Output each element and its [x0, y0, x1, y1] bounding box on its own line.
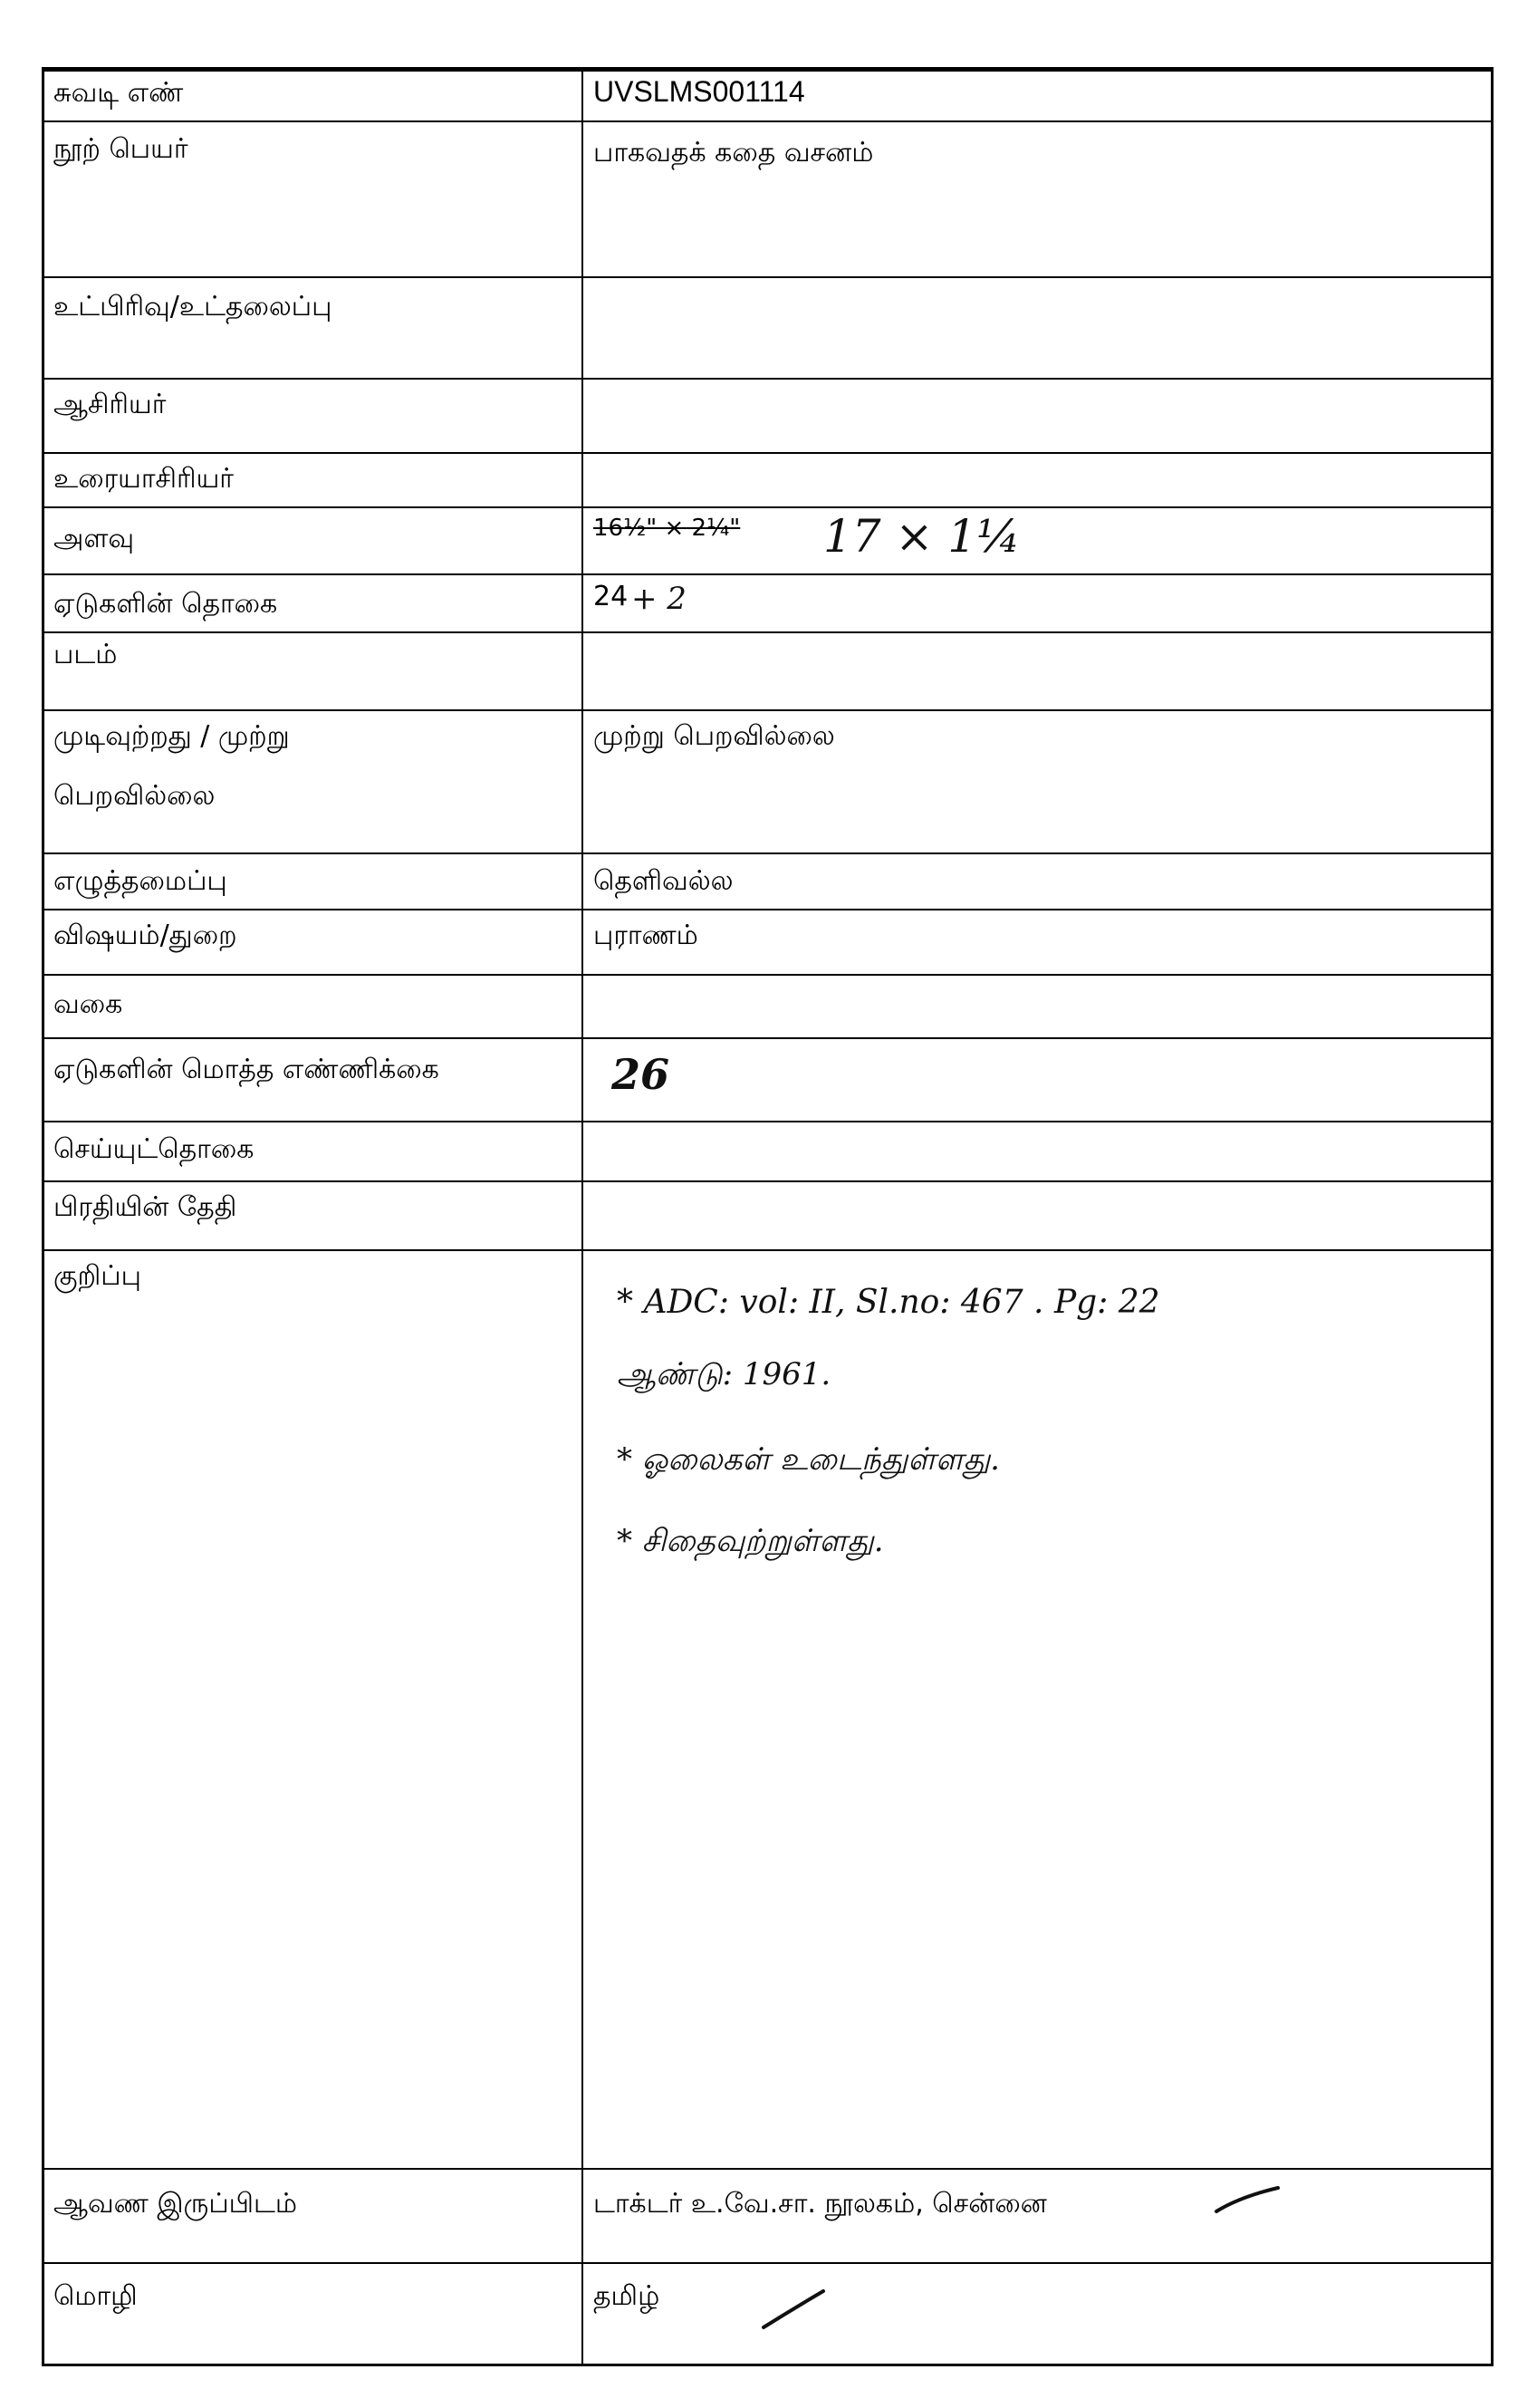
field-label: மொழி [53, 2280, 138, 2312]
archive-location-value: டாக்டர் உ.வே.சா. நூலகம், சென்னை [593, 2188, 1047, 2220]
row-completion [44, 709, 1491, 854]
field-label: சுவடி எண் [53, 77, 184, 109]
leaf-count-value: 24 [593, 581, 629, 612]
row-subdivision [44, 276, 1491, 380]
note-line-2: ஆண்டு: 1961. [617, 1356, 831, 1392]
field-label: விஷயம்/துறை [53, 920, 237, 951]
field-label: குறிப்பு [53, 1260, 141, 1292]
row-author [44, 378, 1491, 454]
row-notes [44, 1249, 1491, 2170]
row-illustration [44, 631, 1491, 711]
field-label: உட்பிரிவு/உட்தலைப்பு [53, 291, 332, 323]
manuscript-number: UVSLMS001114 [593, 75, 805, 108]
size-value-struck: 16½" × 2¼" [593, 515, 741, 542]
note-line-4: * சிதைவுற்றுள்ளது. [617, 1523, 884, 1559]
row-total-leaves [44, 1037, 1491, 1122]
field-label: எழுத்தமைப்பு [53, 865, 227, 897]
note-line-3: * ஓலைகள் உடைந்துள்ளது. [617, 1441, 1000, 1478]
field-label: ஏடுகளின் மொத்த எண்ணிக்கை [53, 1054, 439, 1085]
field-label-line2: பெறவில்லை [53, 780, 216, 812]
catalogue-form [42, 67, 1494, 2366]
note-line-1: * ADC: vol: II, Sl.no: 467 . Pg: 22 [617, 1284, 1160, 1321]
leaf-count-handwritten: + 2 [631, 581, 687, 617]
check-mark-icon [1213, 2184, 1285, 2220]
field-label: நூற் பெயர் [53, 133, 188, 165]
row-title [44, 120, 1491, 278]
row-type [44, 974, 1491, 1039]
row-leaf-count [44, 573, 1491, 633]
row-archive-location [44, 2168, 1491, 2264]
field-label: முடிவுற்றது / முற்று [53, 720, 290, 752]
row-size [44, 506, 1491, 575]
script-value: தெளிவல்ல [593, 865, 734, 897]
row-manuscript-number [44, 70, 1491, 122]
row-script [44, 852, 1491, 910]
total-leaves-handwritten: 26 [611, 1050, 670, 1099]
field-label: படம் [53, 639, 118, 670]
subject-value: புராணம் [593, 920, 698, 951]
row-subject [44, 909, 1491, 976]
field-label: ஆசிரியர் [53, 389, 167, 420]
row-verse-count [44, 1121, 1491, 1182]
check-mark-icon [760, 2288, 832, 2333]
row-copy-date [44, 1180, 1491, 1251]
field-label: வகை [53, 988, 123, 1020]
field-label: பிரதியின் தேதி [53, 1191, 237, 1223]
completion-value: முற்று பெறவில்லை [593, 720, 835, 752]
row-commentator [44, 452, 1491, 508]
field-label: அளவு [53, 523, 135, 554]
work-title: பாகவதக் கதை வசனம் [593, 137, 874, 169]
row-language [44, 2262, 1491, 2365]
field-label: உரையாசிரியர் [53, 463, 234, 495]
language-value: தமிழ் [593, 2280, 660, 2312]
size-handwritten: 17 × 1¼ [823, 510, 1021, 563]
field-label: செய்யுட்தொகை [53, 1133, 255, 1165]
field-label: ஏடுகளின் தொகை [53, 588, 278, 620]
field-label: ஆவண இருப்பிடம் [53, 2188, 298, 2220]
